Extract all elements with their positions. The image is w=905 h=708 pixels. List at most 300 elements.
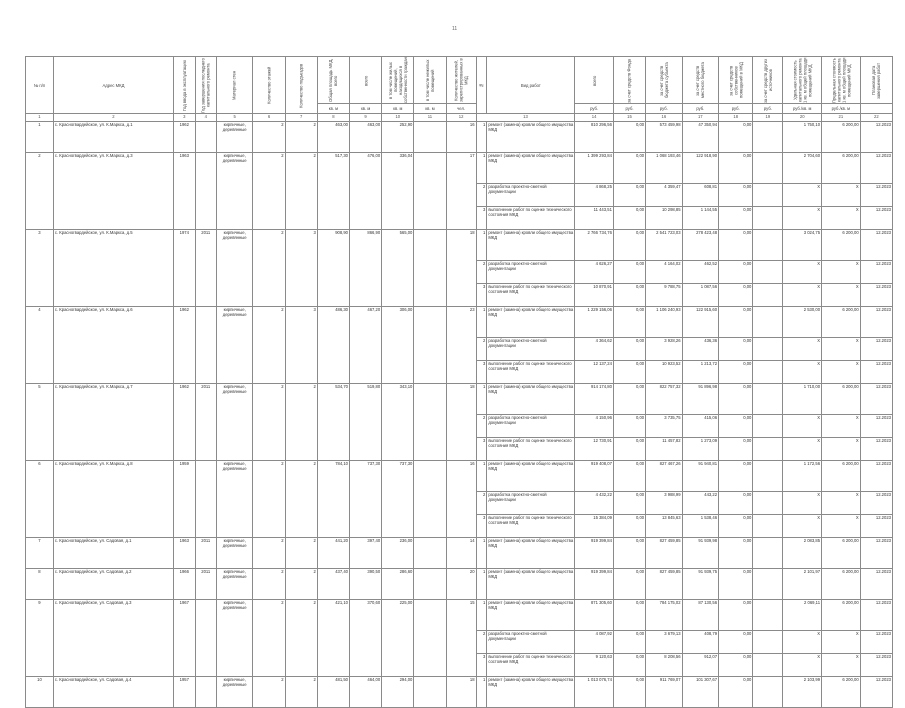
work-type: разработка проектно-сметной документации xyxy=(487,492,575,515)
row-number: 9 xyxy=(26,600,54,677)
cost-fund: 0,00 xyxy=(613,361,645,384)
area-nonresidential xyxy=(414,384,446,461)
work-type: ремонт (замена) кровли общего имущества МКД xyxy=(487,384,575,415)
area-nonresidential xyxy=(414,122,446,153)
work-type: ремонт (замена) кровли общего имущества МКД xyxy=(487,153,575,184)
cost-region: 11 457,82 xyxy=(646,438,682,461)
unit-cost: X xyxy=(783,361,822,384)
table-row xyxy=(26,153,893,184)
wall-material: кирпичные, деревянные xyxy=(216,153,252,230)
residents: 18 xyxy=(446,230,476,307)
cost-local: 415,06 xyxy=(682,415,718,438)
work-type: выполнение работ по оценке технического состояния МКД xyxy=(487,654,575,677)
floors: 2 xyxy=(253,122,285,153)
cost-local: 1 273,09 xyxy=(682,438,718,461)
floors: 2 xyxy=(253,153,285,230)
header-residents: Количество жителей, зарегистрированных в МКД xyxy=(446,57,476,104)
address: с. Красногвардейское, ул. К.Маркса, д.6 xyxy=(53,307,173,384)
column-number: 10 xyxy=(382,114,414,122)
cost-owners: 0,00 xyxy=(719,654,753,677)
header-cost-total: всего xyxy=(575,57,614,104)
year-built: 1962 xyxy=(174,307,195,384)
max-unit-cost: X xyxy=(822,492,861,515)
year-built: 1962 xyxy=(174,122,195,153)
cost-owners: 0,00 xyxy=(719,284,753,307)
cost-region: 2 541 723,03 xyxy=(646,230,682,261)
max-unit-cost: 6 200,00 xyxy=(822,384,861,415)
work-number: 3 xyxy=(476,438,487,461)
cost-other xyxy=(753,492,783,515)
year-reconstruction xyxy=(195,307,216,384)
header-cost-owners: за счет средств собственников помещений в МКД xyxy=(719,57,753,104)
work-number: 2 xyxy=(476,338,487,361)
work-type: выполнение работ по оценке технического состояния МКД xyxy=(487,284,575,307)
work-type: выполнение работ по оценке технического состояния МКД xyxy=(487,515,575,538)
cost-region: 4 164,02 xyxy=(646,261,682,284)
year-reconstruction: 2011 xyxy=(195,384,216,461)
deadline: 12.2023 xyxy=(860,307,892,338)
cost-fund: 0,00 xyxy=(613,184,645,207)
cost-other xyxy=(753,207,783,230)
row-number: 7 xyxy=(26,538,54,569)
cost-owners: 0,00 xyxy=(719,569,753,600)
work-number: 3 xyxy=(476,515,487,538)
deadline: 12.2023 xyxy=(860,677,892,708)
table-row xyxy=(26,600,893,631)
deadline: 12.2023 xyxy=(860,538,892,569)
header-cost-other: за счет средств других источников xyxy=(753,57,783,104)
cost-fund: 0,00 xyxy=(613,153,645,184)
deadline: 12.2023 xyxy=(860,654,892,677)
area-total: 463,00 xyxy=(350,122,382,153)
cost-local: 47 350,94 xyxy=(682,122,718,153)
cost-region: 3 679,13 xyxy=(646,631,682,654)
work-number: 1 xyxy=(476,122,487,153)
residents: 16 xyxy=(446,122,476,153)
deadline: 12.2023 xyxy=(860,184,892,207)
capital-repair-table xyxy=(25,56,893,708)
max-unit-cost: X xyxy=(822,361,861,384)
year-built: 1959 xyxy=(174,461,195,538)
year-reconstruction: 2011 xyxy=(195,538,216,569)
total-area: 784,10 xyxy=(317,461,349,538)
wall-material: кирпичные, деревянные xyxy=(216,230,252,307)
residents: 18 xyxy=(446,677,476,708)
cost-region: 573 459,98 xyxy=(646,122,682,153)
table-row xyxy=(26,538,893,569)
residents: 20 xyxy=(446,569,476,600)
area-residential: 286,60 xyxy=(382,569,414,600)
cost-owners: 0,00 xyxy=(719,438,753,461)
cost-total: 4 087,92 xyxy=(575,631,614,654)
residents: 14 xyxy=(446,538,476,569)
header-area-total: всего xyxy=(350,57,382,104)
cost-total: 12 137,24 xyxy=(575,361,614,384)
deadline: 12.2023 xyxy=(860,492,892,515)
header-year-reconstruction: Год завершения последнего капитального ремонта xyxy=(195,57,216,114)
max-unit-cost: X xyxy=(822,284,861,307)
column-number: 19 xyxy=(753,114,783,122)
column-number: 12 xyxy=(446,114,476,122)
cost-fund: 0,00 xyxy=(613,338,645,361)
total-area: 534,70 xyxy=(317,384,349,461)
max-unit-cost: X xyxy=(822,338,861,361)
entrances: 2 xyxy=(285,569,317,600)
cost-fund: 0,00 xyxy=(613,600,645,631)
deadline: 12.2023 xyxy=(860,438,892,461)
cost-local: 436,36 xyxy=(682,338,718,361)
table-row xyxy=(26,122,893,153)
cost-region: 3 928,26 xyxy=(646,338,682,361)
unit-m2: кв. м xyxy=(414,104,446,114)
unit-cost: X xyxy=(783,184,822,207)
cost-owners: 0,00 xyxy=(719,153,753,184)
deadline: 12.2023 xyxy=(860,415,892,438)
floors: 2 xyxy=(253,461,285,538)
work-type: ремонт (замена) кровли общего имущества МКД xyxy=(487,569,575,600)
table-row xyxy=(26,307,893,338)
max-unit-cost: 6 200,00 xyxy=(822,677,861,708)
deadline: 12.2023 xyxy=(860,361,892,384)
deadline: 12.2023 xyxy=(860,261,892,284)
cost-other xyxy=(753,338,783,361)
unit-rub-m2: руб./кв. м xyxy=(783,104,822,114)
unit-cost: X xyxy=(783,631,822,654)
max-unit-cost: X xyxy=(822,415,861,438)
deadline: 12.2023 xyxy=(860,461,892,492)
entrances: 2 xyxy=(285,153,317,230)
column-number: 2 xyxy=(53,114,173,122)
cost-total: 4 150,96 xyxy=(575,415,614,438)
area-nonresidential xyxy=(414,569,446,600)
cost-other xyxy=(753,569,783,600)
work-type: ремонт (замена) кровли общего имущества МКД xyxy=(487,122,575,153)
page-number: 11 xyxy=(452,26,458,32)
header-cost-fund: за счет средств Фонда xyxy=(613,57,645,104)
work-type: ремонт (замена) кровли общего имущества МКД xyxy=(487,461,575,492)
cost-total: 2 766 734,76 xyxy=(575,230,614,261)
work-number: 1 xyxy=(476,307,487,338)
cost-other xyxy=(753,538,783,569)
area-total: 464,00 xyxy=(350,677,382,708)
address: с. Красногвардейское, ул. К.Маркса, д.3 xyxy=(53,153,173,230)
address: с. Красногвардейское, ул. Садовая, д.1 xyxy=(53,538,173,569)
cost-region: 784 175,02 xyxy=(646,600,682,631)
deadline: 12.2023 xyxy=(860,631,892,654)
area-total: 737,30 xyxy=(350,461,382,538)
cost-region: 10 298,85 xyxy=(646,207,682,230)
column-number: 11 xyxy=(414,114,446,122)
unit-cost: X xyxy=(783,438,822,461)
header-max-unit-cost: Предельная стоимость капитального ремонта 1 кв. м общей площади помещений МКД xyxy=(822,57,861,104)
cost-region: 4 359,47 xyxy=(646,184,682,207)
table-body xyxy=(26,114,893,708)
cost-local: 443,22 xyxy=(682,492,718,515)
column-number: 3 xyxy=(174,114,195,122)
column-number: 22 xyxy=(860,114,892,122)
cost-owners: 0,00 xyxy=(719,361,753,384)
deadline: 12.2023 xyxy=(860,284,892,307)
cost-fund: 0,00 xyxy=(613,515,645,538)
column-number: 6 xyxy=(253,114,285,122)
work-type: выполнение работ по оценке технического состояния МКД xyxy=(487,207,575,230)
cost-total: 919 408,07 xyxy=(575,461,614,492)
floors: 2 xyxy=(253,569,285,600)
cost-fund: 0,00 xyxy=(613,122,645,153)
row-number: 4 xyxy=(26,307,54,384)
column-number: 1 xyxy=(26,114,54,122)
unit-rub: руб. xyxy=(719,104,753,114)
cost-local: 608,81 xyxy=(682,184,718,207)
header-unit-cost: Удельная стоимость капитального ремонта 1 кв. м общей площади помещений МКД xyxy=(783,57,822,104)
cost-fund: 0,00 xyxy=(613,384,645,415)
unit-cost: X xyxy=(783,654,822,677)
cost-fund: 0,00 xyxy=(613,415,645,438)
total-area: 517,30 xyxy=(317,153,349,230)
cost-region: 3 735,75 xyxy=(646,415,682,438)
cost-owners: 0,00 xyxy=(719,515,753,538)
cost-fund: 0,00 xyxy=(613,438,645,461)
year-built: 1963 xyxy=(174,153,195,230)
unit-m2: кв. м xyxy=(317,104,349,114)
area-total: 467,20 xyxy=(350,307,382,384)
unit-cost: X xyxy=(783,515,822,538)
cost-owners: 0,00 xyxy=(719,415,753,438)
cost-other xyxy=(753,600,783,631)
year-reconstruction: 2011 xyxy=(195,569,216,600)
total-area: 908,90 xyxy=(317,230,349,307)
row-number: 10 xyxy=(26,677,54,708)
unit-cost: 2 101,97 xyxy=(783,569,822,600)
row-number: 5 xyxy=(26,384,54,461)
floors: 2 xyxy=(253,538,285,569)
table-row xyxy=(26,677,893,708)
table-row xyxy=(26,461,893,492)
unit-cost: X xyxy=(783,261,822,284)
total-area: 421,10 xyxy=(317,600,349,677)
entrances: 3 xyxy=(285,307,317,384)
deadline: 12.2023 xyxy=(860,230,892,261)
area-total: 866,90 xyxy=(350,230,382,307)
cost-owners: 0,00 xyxy=(719,600,753,631)
cost-local: 1 144,55 xyxy=(682,207,718,230)
cost-total: 4 432,22 xyxy=(575,492,614,515)
wall-material: кирпичные, деревянные xyxy=(216,384,252,461)
cost-region: 8 208,56 xyxy=(646,654,682,677)
area-residential: 737,30 xyxy=(382,461,414,538)
area-total: 476,00 xyxy=(350,153,382,230)
column-number: 14 xyxy=(575,114,614,122)
cost-fund: 0,00 xyxy=(613,631,645,654)
deadline: 12.2023 xyxy=(860,122,892,153)
total-area: 437,40 xyxy=(317,569,349,600)
unit-rub: руб. xyxy=(613,104,645,114)
cost-other xyxy=(753,515,783,538)
work-number: 1 xyxy=(476,569,487,600)
cost-local: 87 130,56 xyxy=(682,600,718,631)
header-entrances: Количество подъездов xyxy=(285,57,317,114)
cost-total: 4 364,62 xyxy=(575,338,614,361)
cost-local: 278 423,48 xyxy=(682,230,718,261)
unit-cost: 3 024,75 xyxy=(783,230,822,261)
area-nonresidential xyxy=(414,461,446,538)
deadline: 12.2023 xyxy=(860,569,892,600)
unit-rub: руб. xyxy=(646,104,682,114)
max-unit-cost: X xyxy=(822,184,861,207)
cost-owners: 0,00 xyxy=(719,538,753,569)
column-number: 9 xyxy=(350,114,382,122)
floors: 2 xyxy=(253,600,285,677)
cost-total: 4 868,25 xyxy=(575,184,614,207)
max-unit-cost: 6 200,00 xyxy=(822,461,861,492)
max-unit-cost: 6 200,00 xyxy=(822,600,861,631)
column-number: 21 xyxy=(822,114,861,122)
entrances: 2 xyxy=(285,677,317,708)
unit-people: чел. xyxy=(446,104,476,114)
deadline: 12.2023 xyxy=(860,384,892,415)
area-total: 370,60 xyxy=(350,600,382,677)
work-number: 1 xyxy=(476,230,487,261)
unit-cost: 2 103,99 xyxy=(783,677,822,708)
unit-cost: X xyxy=(783,338,822,361)
wall-material: кирпичные, деревянные xyxy=(216,538,252,569)
cost-other xyxy=(753,261,783,284)
work-number: 2 xyxy=(476,184,487,207)
unit-cost: X xyxy=(783,284,822,307)
cost-other xyxy=(753,184,783,207)
unit-cost: X xyxy=(783,207,822,230)
table-row xyxy=(26,230,893,261)
row-number: 6 xyxy=(26,461,54,538)
work-type: разработка проектно-сметной документации xyxy=(487,631,575,654)
address: с. Красногвардейское, ул. Садовая, д.3 xyxy=(53,600,173,677)
cost-fund: 0,00 xyxy=(613,677,645,708)
unit-cost: X xyxy=(783,492,822,515)
year-built: 1966 xyxy=(174,569,195,600)
work-number: 1 xyxy=(476,384,487,415)
cost-total: 1 013 076,74 xyxy=(575,677,614,708)
deadline: 12.2023 xyxy=(860,515,892,538)
cost-fund: 0,00 xyxy=(613,230,645,261)
column-number: 15 xyxy=(613,114,645,122)
year-built: 1963 xyxy=(174,538,195,569)
cost-total: 10 870,91 xyxy=(575,284,614,307)
year-reconstruction xyxy=(195,677,216,708)
area-total: 397,40 xyxy=(350,538,382,569)
max-unit-cost: 6 200,00 xyxy=(822,538,861,569)
year-built: 1974 xyxy=(174,230,195,307)
cost-region: 1 068 193,46 xyxy=(646,153,682,184)
max-unit-cost: X xyxy=(822,515,861,538)
cost-total: 810 296,56 xyxy=(575,122,614,153)
unit-rub: руб. xyxy=(575,104,614,114)
cost-owners: 0,00 xyxy=(719,461,753,492)
cost-region: 9 788,75 xyxy=(646,284,682,307)
address: с. Красногвардейское, ул. Садовая, д.4 xyxy=(53,677,173,708)
address: с. Красногвардейское, ул. К.Маркса, д.7 xyxy=(53,384,173,461)
row-number: 2 xyxy=(26,153,54,230)
cost-fund: 0,00 xyxy=(613,654,645,677)
total-area: 481,50 xyxy=(317,677,349,708)
cost-other xyxy=(753,307,783,338)
cost-fund: 0,00 xyxy=(613,538,645,569)
work-number: 3 xyxy=(476,284,487,307)
cost-region: 827 459,85 xyxy=(646,569,682,600)
cost-local: 101 307,67 xyxy=(682,677,718,708)
work-number: 2 xyxy=(476,631,487,654)
area-nonresidential xyxy=(414,307,446,384)
area-nonresidential xyxy=(414,600,446,677)
work-type: ремонт (замена) кровли общего имущества МКД xyxy=(487,677,575,708)
total-area: 463,00 xyxy=(317,122,349,153)
cost-total: 9 120,63 xyxy=(575,654,614,677)
floors: 2 xyxy=(253,677,285,708)
header-work-type: Вид работ xyxy=(487,57,575,114)
wall-material: кирпичные, деревянные xyxy=(216,307,252,384)
unit-rub: руб. xyxy=(682,104,718,114)
cost-total: 1 399 293,84 xyxy=(575,153,614,184)
deadline: 12.2023 xyxy=(860,153,892,184)
residents: 15 xyxy=(446,600,476,677)
residents: 23 xyxy=(446,307,476,384)
floors: 2 xyxy=(253,230,285,307)
work-number: 1 xyxy=(476,153,487,184)
area-nonresidential xyxy=(414,153,446,230)
cost-owners: 0,00 xyxy=(719,631,753,654)
cost-local: 1 213,72 xyxy=(682,361,718,384)
year-built: 1967 xyxy=(174,600,195,677)
year-reconstruction xyxy=(195,153,216,230)
work-type: разработка проектно-сметной документации xyxy=(487,184,575,207)
max-unit-cost: X xyxy=(822,654,861,677)
unit-cost: 2 083,85 xyxy=(783,538,822,569)
column-number: 13 xyxy=(476,114,575,122)
cost-owners: 0,00 xyxy=(719,207,753,230)
cost-fund: 0,00 xyxy=(613,261,645,284)
cost-local: 1 087,56 xyxy=(682,284,718,307)
entrances: 3 xyxy=(285,230,317,307)
cost-total: 1 229 156,06 xyxy=(575,307,614,338)
area-residential: 336,04 xyxy=(382,153,414,230)
unit-cost: 2 069,11 xyxy=(783,600,822,631)
column-number: 5 xyxy=(216,114,252,122)
cost-owners: 0,00 xyxy=(719,184,753,207)
cost-local: 122 915,60 xyxy=(682,307,718,338)
entrances: 2 xyxy=(285,122,317,153)
year-reconstruction xyxy=(195,600,216,677)
work-type: разработка проектно-сметной документации xyxy=(487,261,575,284)
column-number: 17 xyxy=(682,114,718,122)
year-reconstruction xyxy=(195,461,216,538)
entrances: 2 xyxy=(285,384,317,461)
max-unit-cost: 6 200,00 xyxy=(822,569,861,600)
year-built: 1962 xyxy=(174,384,195,461)
unit-cost: 1 710,00 xyxy=(783,384,822,415)
column-number: 20 xyxy=(783,114,822,122)
header-num: № п/п xyxy=(26,57,54,114)
cost-fund: 0,00 xyxy=(613,569,645,600)
header-area-residential: в том числе жилых помещений, находящихся в собственности граждан xyxy=(382,57,414,104)
cost-region: 827 459,85 xyxy=(646,538,682,569)
max-unit-cost: X xyxy=(822,438,861,461)
cost-other xyxy=(753,284,783,307)
cost-other xyxy=(753,230,783,261)
work-number: 3 xyxy=(476,654,487,677)
column-number: 4 xyxy=(195,114,216,122)
cost-fund: 0,00 xyxy=(613,492,645,515)
work-number: 2 xyxy=(476,492,487,515)
area-nonresidential xyxy=(414,230,446,307)
